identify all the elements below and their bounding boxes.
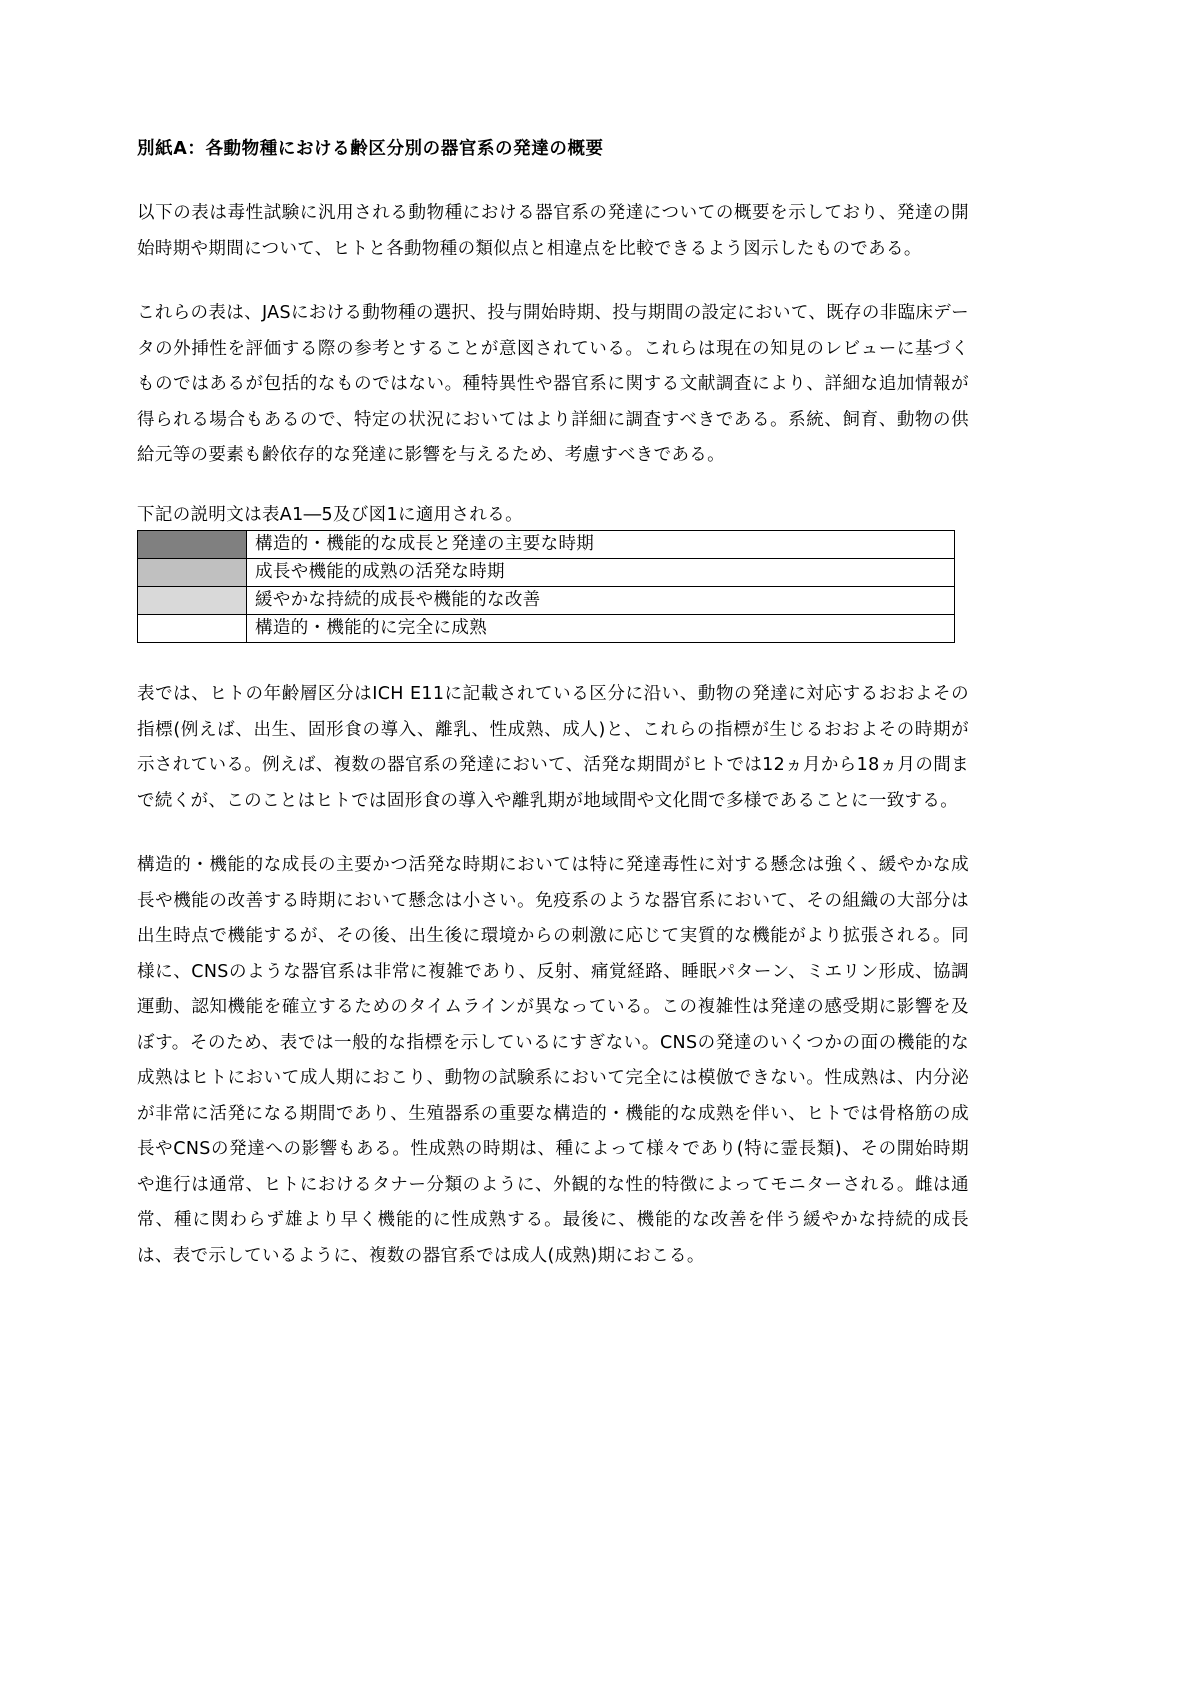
- paragraph-intro: 以下の表は毒性試験に汎用される動物種における器官系の発達についての概要を示しており、発達の開始時期や期間について、ヒトと各動物種の類似点と相違点を比較できるよう図示したものである。: [137, 203, 969, 259]
- legend-description: 成長や機能的成熟の活発な時期: [247, 559, 955, 587]
- table-row: [138, 615, 955, 643]
- paragraph-age-classification: 表では、ヒトの年齢層区分はICH E11に記載されている区分に沿い、動物の発達に対応するおおよその指標(例えば、出生、固形食の導入、離乳、性成熟、成人)と、これらの指標が生じるおおよその時期が示されている。例えば、複数の器官系の発達において、活発な期間がヒトでは12ヵ月から18ヵ月の間まで続くが、このことはヒトでは固形食の導入や離乳期が地域間や文化間で多様であることに一致する。: [137, 684, 969, 811]
- legend-table: [137, 530, 955, 643]
- document-content: [137, 136, 969, 1303]
- legend-swatch-major-growth: [138, 531, 247, 559]
- legend-caption: 下記の説明文は表A1―5及び図1に適用される。: [137, 504, 523, 525]
- legend-swatch-slow-growth: [138, 587, 247, 615]
- legend-swatch-active-growth: [138, 559, 247, 587]
- legend-description: 構造的・機能的な成長と発達の主要な時期: [247, 531, 955, 559]
- table-row: [138, 559, 955, 587]
- page-title: 別紙A：各動物種における齢区分別の器官系の発達の概要: [137, 139, 604, 159]
- legend-description: 構造的・機能的に完全に成熟: [247, 615, 955, 643]
- table-row: [138, 587, 955, 615]
- legend-description: 緩やかな持続的成長や機能的な改善: [247, 587, 955, 615]
- legend-swatch-fully-mature: [138, 615, 247, 643]
- paragraph-purpose: これらの表は、JASにおける動物種の選択、投与開始時期、投与期間の設定において、既存の非臨床データの外挿性を評価する際の参考とすることが意図されている。これらは現在の知見のレビューに基づくものではあるが包括的なものではない。種特異性や器官系に関する文献調査により、詳細な追加情報が得られる場合もあるので、特定の状況においてはより詳細に調査すべきである。系統、飼育、動物の供給元等の要素も齢依存的な発達に影響を与えるため、考慮すべきである。: [137, 303, 969, 466]
- legend-table-body: [138, 531, 955, 643]
- paragraph-developmental-concerns: 構造的・機能的な成長の主要かつ活発な時期においては特に発達毒性に対する懸念は強く、緩やかな成長や機能の改善する時期において懸念は小さい。免疫系のような器官系において、その組織の大部分は出生時点で機能するが、その後、出生後に環境からの刺激に応じて実質的な機能がより拡張される。同様に、CNSのような器官系は非常に複雑であり、反射、痛覚経路、睡眠パターン、ミエリン形成、協調運動、認知機能を確立するためのタイムラインが異なっている。この複雑性は発達の感受期に影響を及ぼす。そのため、表では一般的な指標を示しているにすぎない。CNSの発達のいくつかの面の機能的な成熟はヒトにおいて成人期におこり、動物の試験系において完全には模倣できない。性成熟は、内分泌が非常に活発になる期間であり、生殖器系の重要な構造的・機能的な成熟を伴い、ヒトでは骨格筋の成長やCNSの発達への影響もある。性成熟の時期は、種によって様々であり(特に霊長類)、その開始時期や進行は通常、ヒトにおけるタナー分類のように、外観的な性的特徴によってモニターされる。雌は通常、種に関わらず雄より早く機能的に性成熟する。最後に、機能的な改善を伴う緩やかな持続的成長は、表で示しているように、複数の器官系では成人(成熟)期におこる。: [137, 855, 969, 1266]
- table-row: [138, 531, 955, 559]
